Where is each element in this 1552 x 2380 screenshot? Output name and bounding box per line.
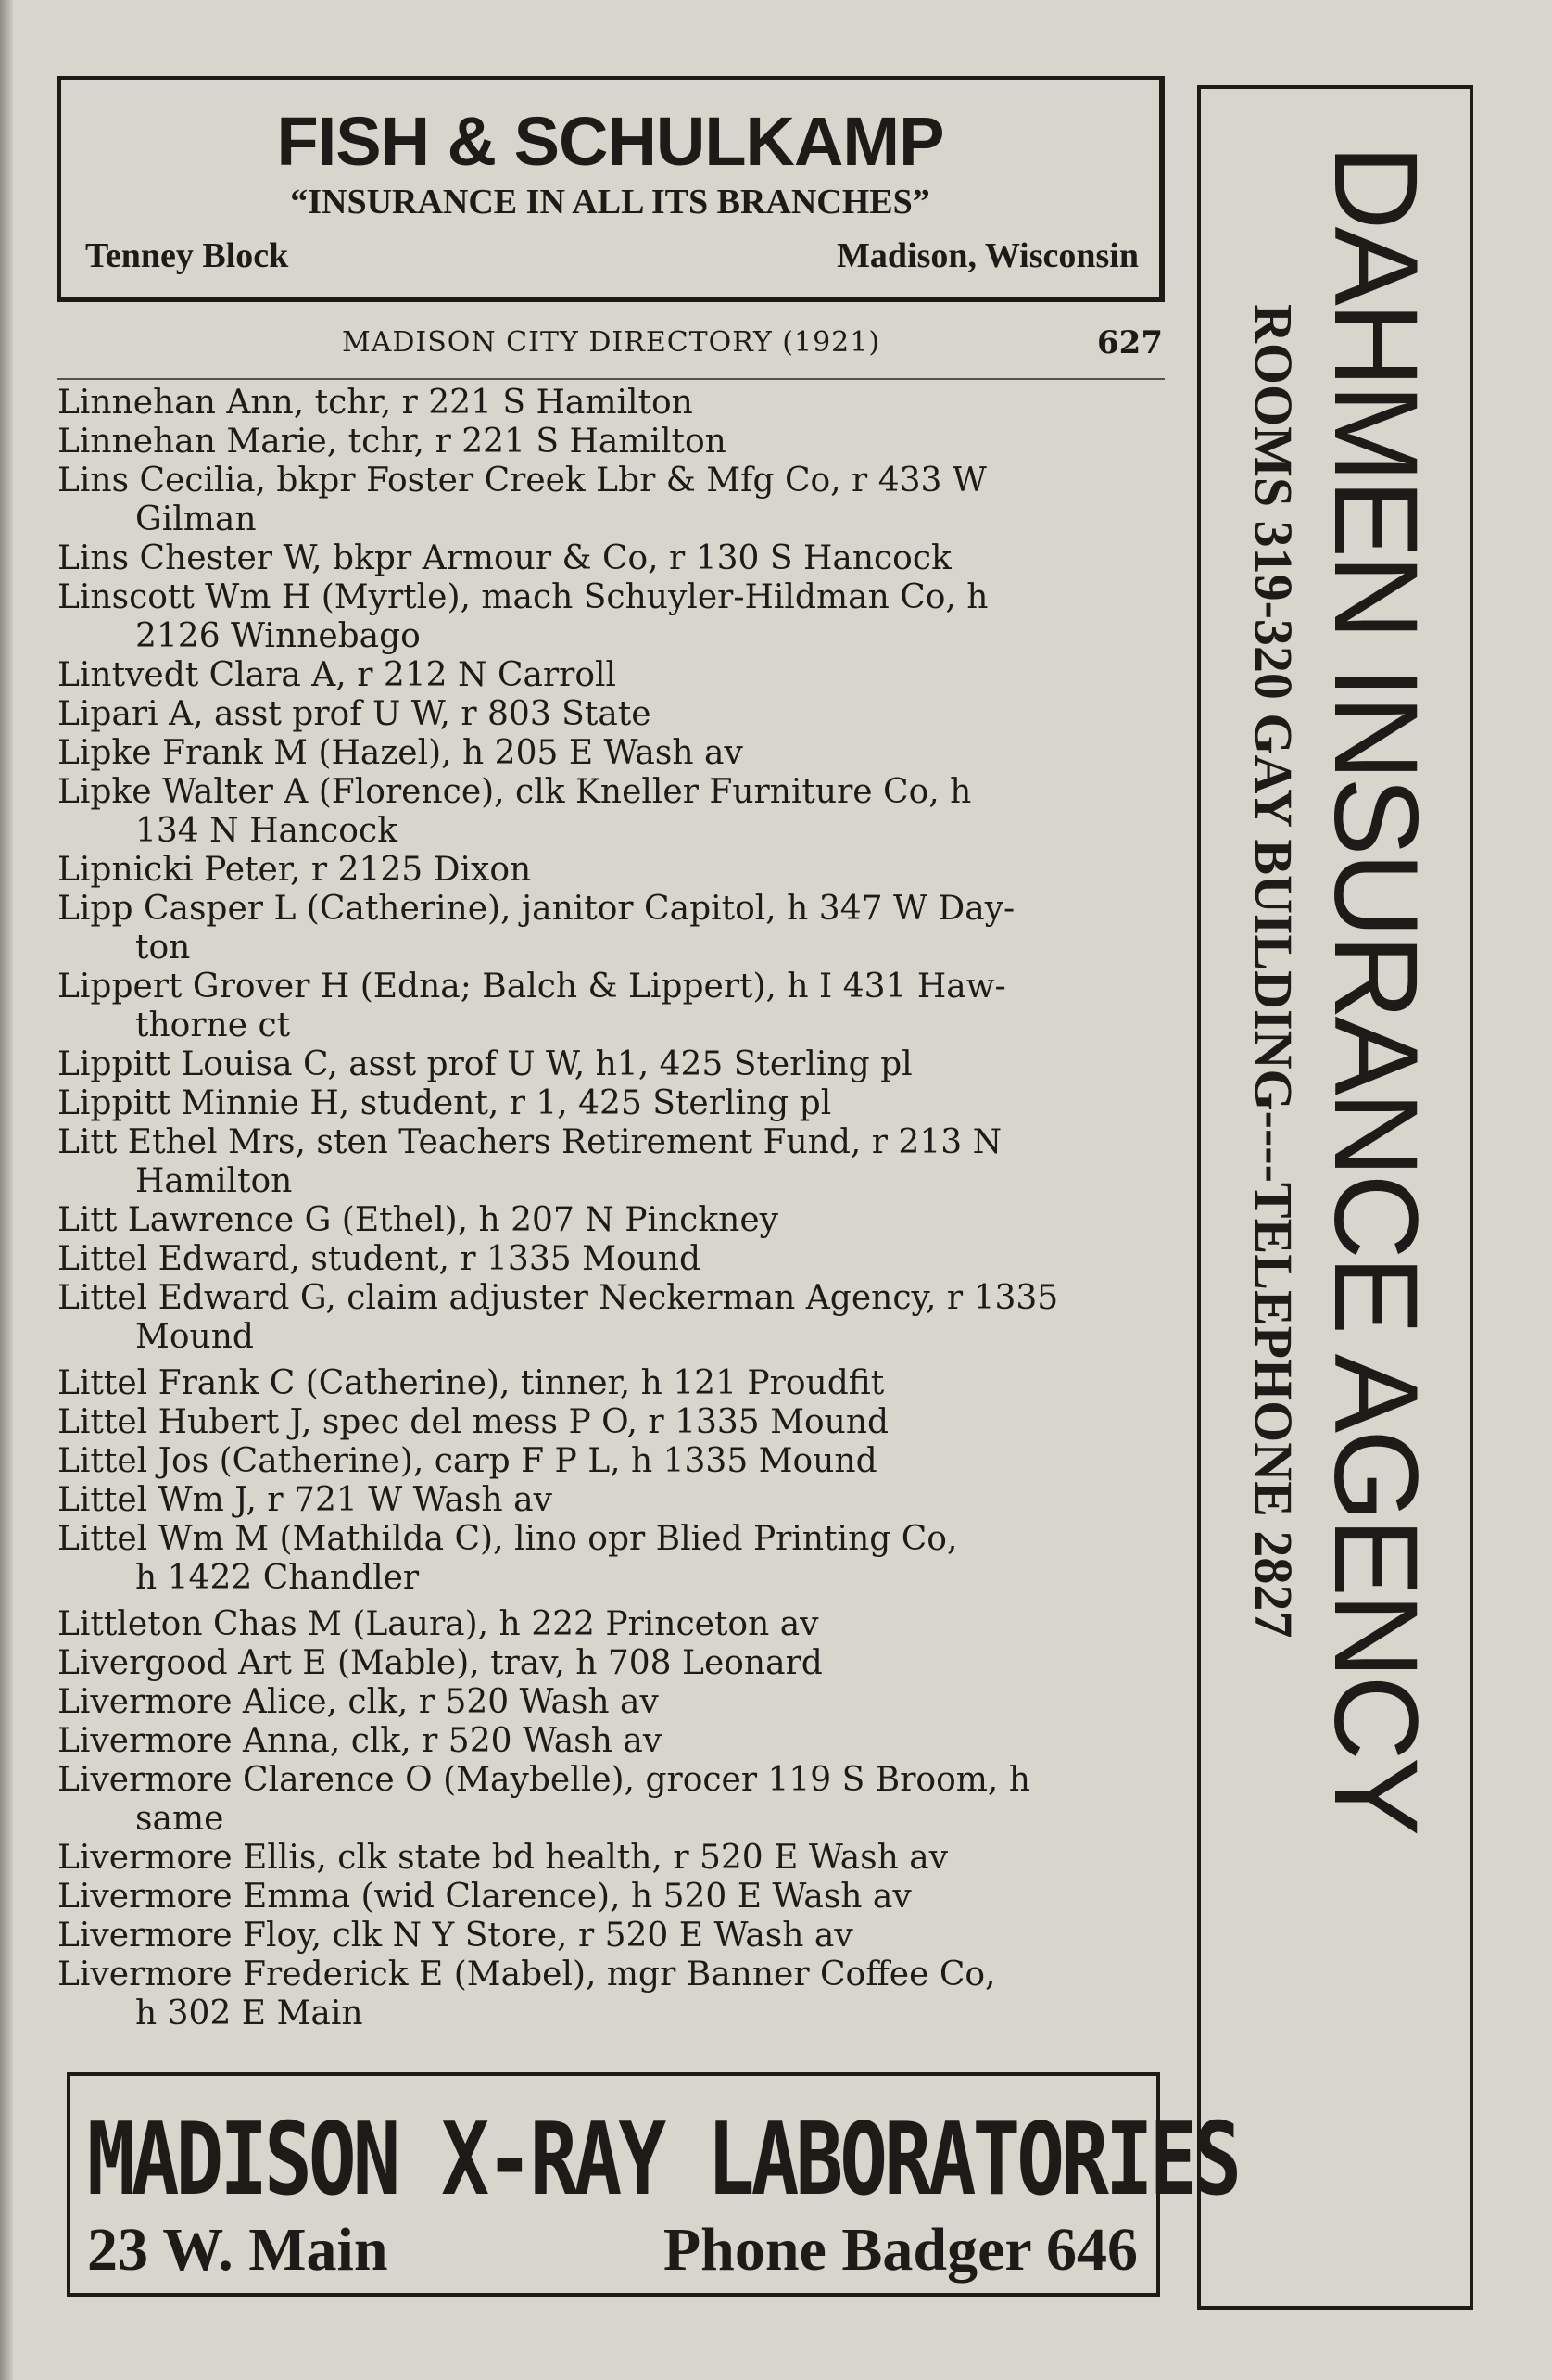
entry-line: Livergood Art E (Mable), trav, h 708 Leonard [57,1644,823,1682]
directory-entry [57,1878,1165,1917]
directory-entry [57,1201,1165,1240]
directory-entry [57,1605,1165,1644]
directory-entry [57,851,1165,890]
directory-entry [57,890,1165,968]
directory-entry [57,1761,1165,1839]
entry-line: Livermore Anna, clk, r 520 Wash av [57,1722,662,1760]
directory-entry [57,968,1165,1045]
directory-entry [57,1123,1165,1201]
ad-slogan: “INSURANCE IN ALL ITS BRANCHES” [290,183,930,222]
entry-continuation: Gilman [135,500,257,538]
entry-line: Litt Lawrence G (Ethel), h 207 N Pinckney [57,1201,778,1239]
directory-entry [57,1917,1165,1956]
entry-line: Lippitt Louisa C, asst prof U W, h1, 425 Sterling pl [57,1045,913,1083]
directory-entry [57,1403,1165,1442]
directory-entry [57,462,1165,539]
entry-line: Livermore Emma (wid Clarence), h 520 E Wash av [57,1878,912,1916]
entry-line: Lipari A, asst prof U W, r 803 State [57,695,651,733]
directory-entry [57,656,1165,695]
entry-line: Lipke Walter A (Florence), clk Kneller Furniture Co, h [57,773,972,811]
entry-line: Litt Ethel Mrs, sten Teachers Retirement Fund, r 213 N [57,1123,1003,1161]
entry-continuation: h 1422 Chandler [135,1559,420,1597]
entry-continuation: same [135,1800,224,1838]
entry-continuation: 2126 Winnebago [135,617,421,655]
entry-line: Littel Hubert J, spec del mess P O, r 1335 Mound [57,1403,890,1441]
entry-line: Livermore Alice, clk, r 520 Wash av [57,1683,659,1721]
entry-continuation: thorne ct [135,1006,291,1044]
entry-line: Littel Edward, student, r 1335 Mound [57,1240,701,1278]
entry-line: Livermore Floy, clk N Y Store, r 520 E Wash av [57,1917,853,1955]
directory-entry [57,773,1165,851]
entry-line: Lintvedt Clara A, r 212 N Carroll [57,656,617,694]
entry-line: Livermore Ellis, clk state bd health, r 520 E Wash av [57,1839,949,1877]
xray-lab-phone: Phone Badger 646 [662,2216,1138,2284]
xray-lab-name: MADISON X-RAY LABORATORIES [87,2102,1239,2218]
entry-line: Lins Cecilia, bkpr Foster Creek Lbr & Mfg Co, r 433 W [57,462,987,500]
directory-entry [57,1722,1165,1761]
entry-line: Littel Jos (Catherine), carp F P L, h 1335 Mound [57,1442,877,1480]
entry-line: Lippert Grover H (Edna; Balch & Lippert), h I 431 Haw- [57,968,1006,1006]
directory-entry [57,578,1165,656]
directory-entry [57,1084,1165,1123]
entry-continuation: ton [135,929,191,967]
entry-line: Littel Edward G, claim adjuster Neckerman Agency, r 1335 [57,1279,1059,1317]
directory-entry [57,1279,1165,1357]
directory-entry [57,1644,1165,1683]
entry-line: Littel Frank C (Catherine), tinner, h 121 Proudfit [57,1364,885,1402]
entry-line: Livermore Frederick E (Mabel), mgr Banner Coffee Co, [57,1956,996,1994]
directory-entry [57,1520,1165,1598]
entry-line: Lins Chester W, bkpr Armour & Co, r 130 S Hancock [57,539,952,577]
entry-line: Linnehan Ann, tchr, r 221 S Hamilton [57,384,693,422]
ad-firm-name: FISH & SCHULKAMP [276,103,944,180]
entry-line: Littel Wm J, r 721 W Wash av [57,1481,552,1519]
entry-line: Linscott Wm H (Myrtle), mach Schuyler-Hildman Co, h [57,578,989,616]
entry-line: Littel Wm M (Mathilda C), lino opr Blied Printing Co, [57,1520,958,1558]
directory-entry [57,1481,1165,1520]
directory-entry [57,1442,1165,1481]
top-advertisement [57,76,1165,302]
directory-entry [57,423,1165,462]
entry-line: Lippitt Minnie H, student, r 1, 425 Sterling pl [57,1084,832,1122]
directory-entry [57,384,1165,423]
xray-lab-street: 23 W. Main [87,2216,388,2284]
entry-line: Linnehan Marie, tchr, r 221 S Hamilton [57,423,726,461]
directory-entry [57,734,1165,773]
running-header [57,323,1165,380]
entry-continuation: h 302 E Main [135,1994,363,2032]
agency-name: DAHMEN INSURANCE AGENCY [1309,145,1442,1833]
directory-entry [57,1956,1165,2033]
directory-title: MADISON CITY DIRECTORY (1921) [341,326,881,359]
entry-continuation: Hamilton [135,1162,293,1200]
entry-line: Livermore Clarence O (Maybelle), grocer 119 S Broom, h [57,1761,1030,1799]
entry-line: Lipp Casper L (Catherine), janitor Capitol, h 347 W Day- [57,890,1016,928]
bottom-advertisement [67,2072,1239,2297]
entry-continuation: 134 N Hancock [135,812,397,850]
entry-line: Littleton Chas M (Laura), h 222 Princeton av [57,1605,819,1643]
entry-line: Lipke Frank M (Hazel), h 205 E Wash av [57,734,743,772]
ad-location-left: Tenney Block [85,236,289,275]
directory-entry [57,1240,1165,1279]
directory-entry [57,1045,1165,1084]
entry-line: Lipnicki Peter, r 2125 Dixon [57,851,532,889]
directory-entries [57,384,1165,2033]
directory-entry [57,695,1165,734]
side-advertisement [1197,85,1473,2310]
page-edge [0,0,13,2380]
directory-entry [57,1683,1165,1722]
ad-location-right: Madison, Wisconsin [837,236,1139,275]
directory-entry [57,1839,1165,1878]
agency-address-phone: ROOMS 319-320 GAY BUILDING----TELEPHONE 2827 [1243,304,1304,1639]
entry-continuation: Mound [135,1318,254,1356]
page-number: 627 [1097,324,1163,361]
directory-entry [57,539,1165,578]
directory-entry [57,1364,1165,1403]
